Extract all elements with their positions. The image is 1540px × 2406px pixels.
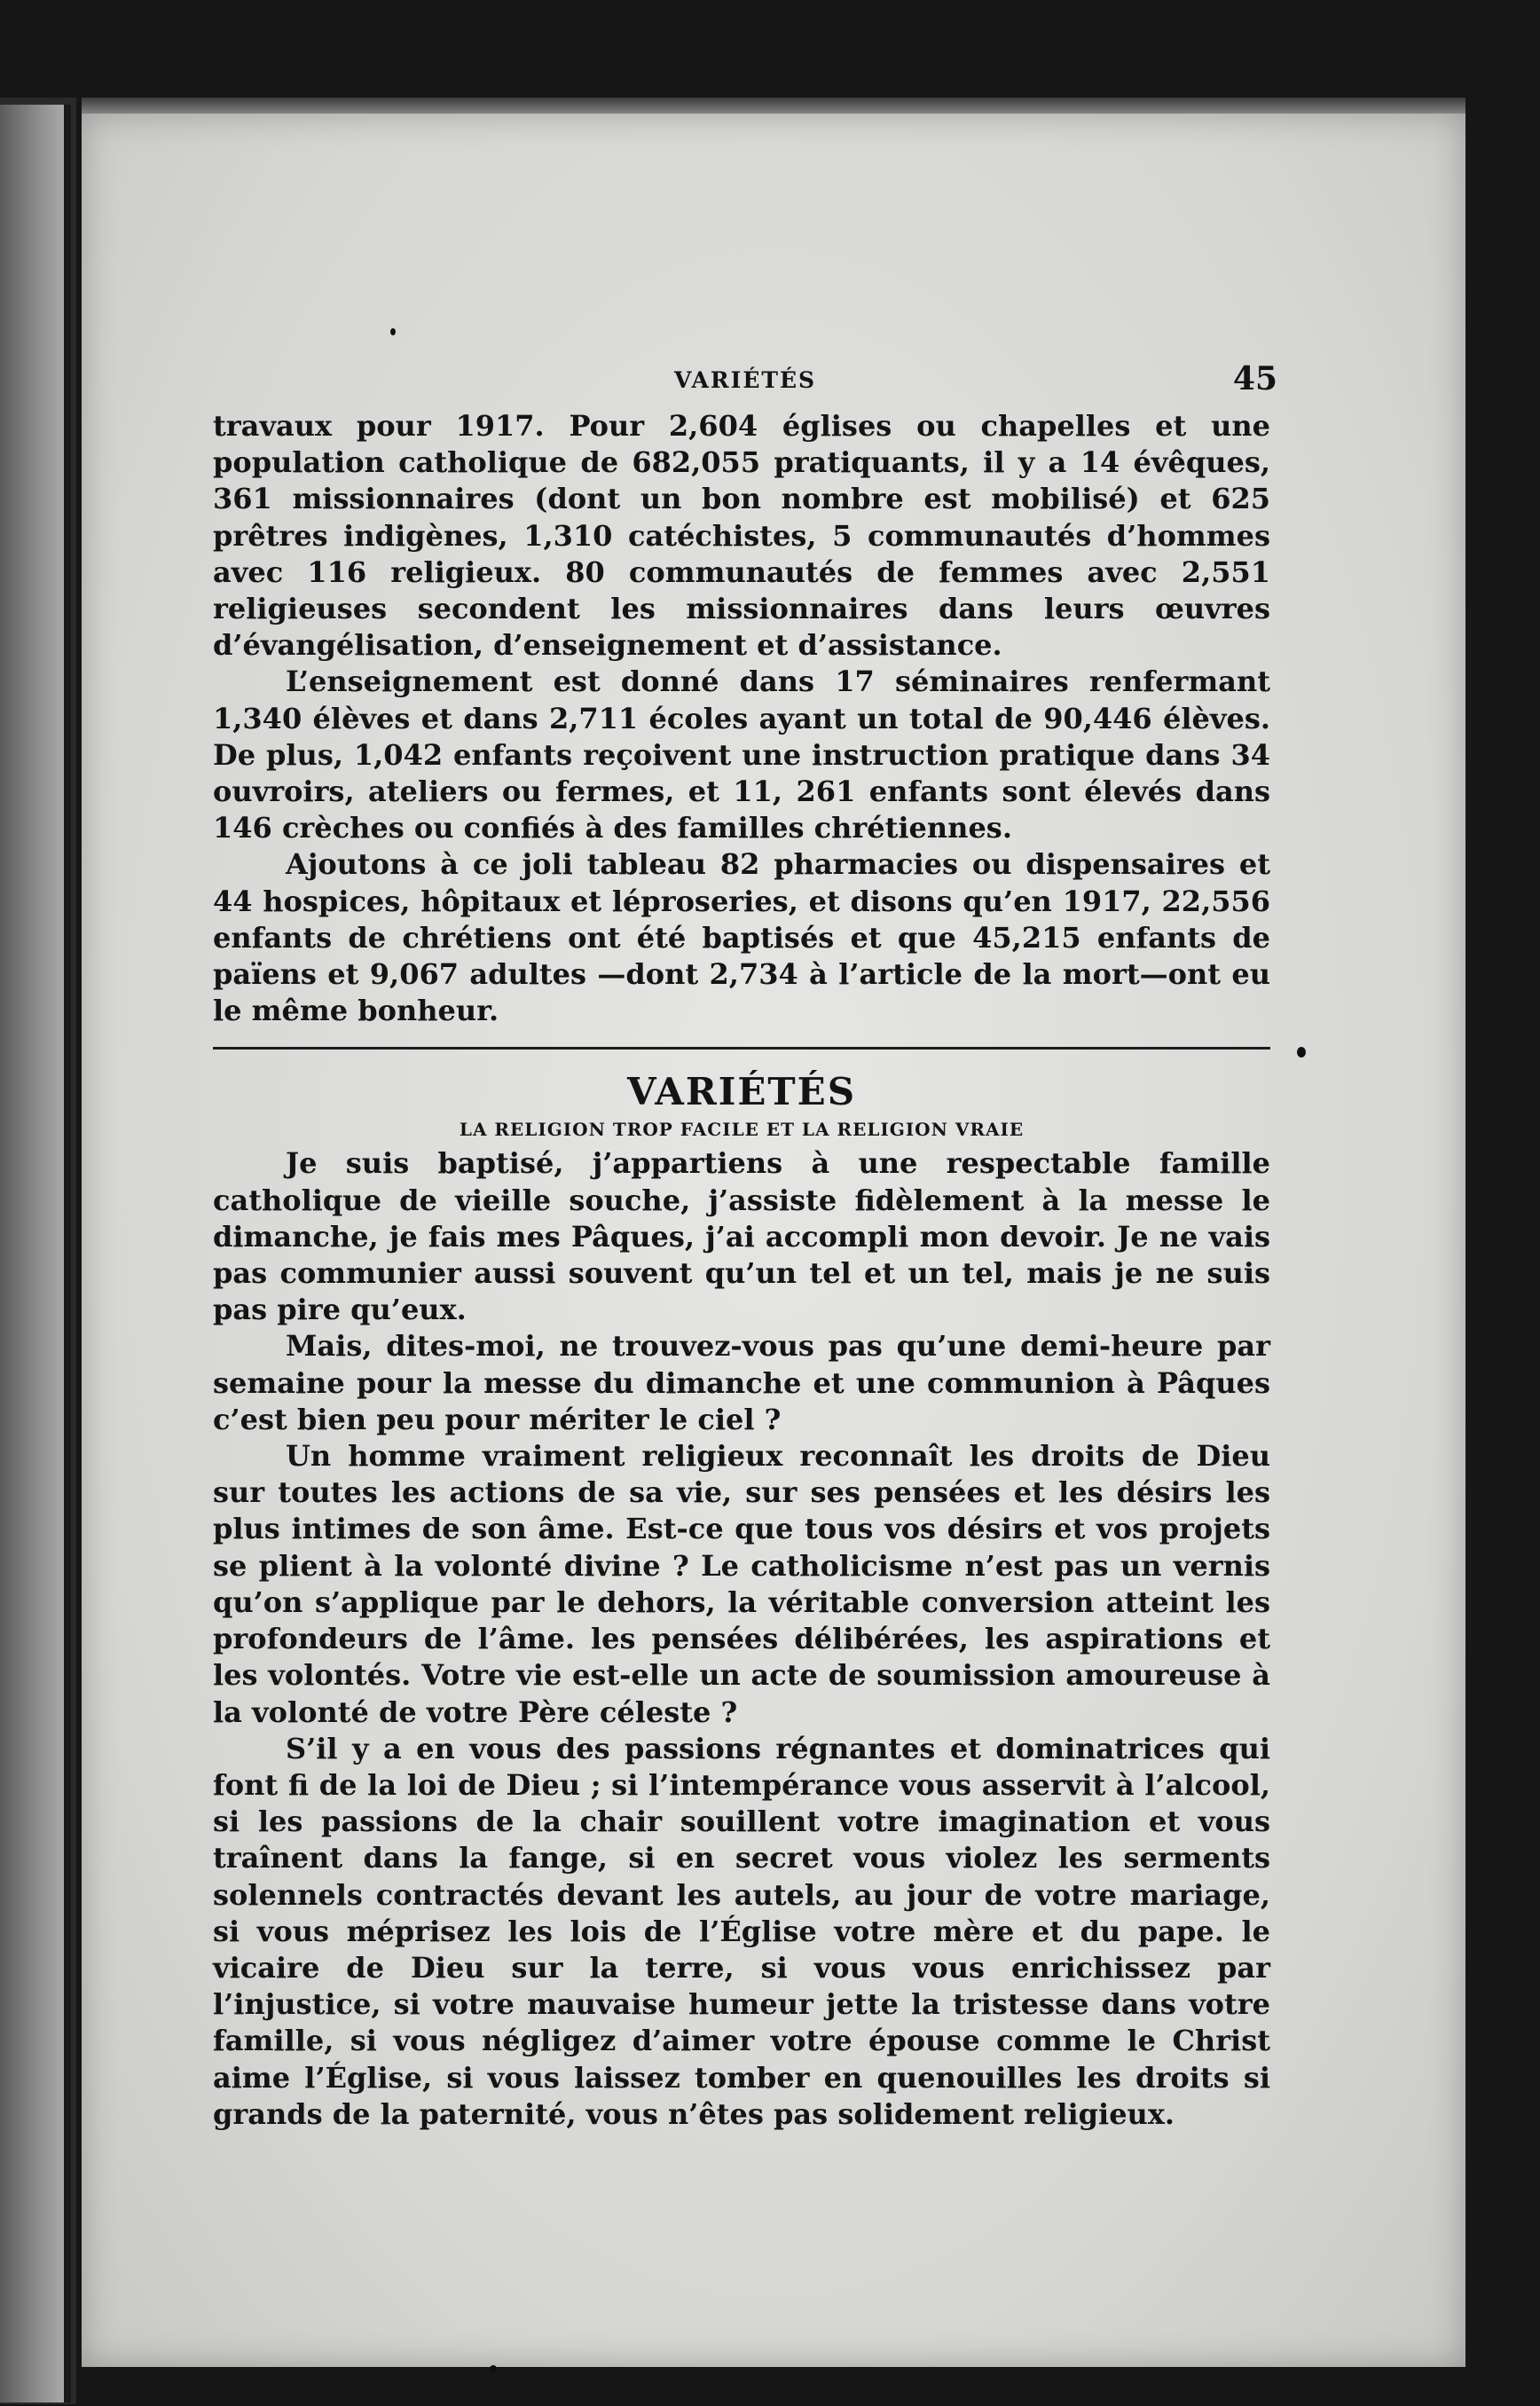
paragraph: Mais, dites-moi, ne trouvez-vous pas qu’une demi-heure par semaine pour la messe du dimanche et une communion à Pâques c’est bien peu pour mériter le ciel ? bbox=[213, 1329, 1270, 1436]
dust-speck bbox=[490, 2365, 497, 2372]
section-title: VARIÉTÉS bbox=[626, 1070, 857, 1114]
paragraph: L’enseignement est donné dans 17 séminaires renfermant 1,340 élèves et dans 2,711 écoles ayant un total de 90,446 élèves. De plus, 1,042 enfants reçoivent une instruction pratique dans 34 ouvroirs, ateliers ou fermes, et 11, 261 enfants sont élevés dans 146 crèches ou confiés à des familles chrétiennes. bbox=[213, 664, 1270, 845]
dust-speck bbox=[1297, 1047, 1306, 1058]
page-number: 45 bbox=[1232, 360, 1277, 397]
section-divider bbox=[213, 1047, 1270, 1050]
paragraph: S’il y a en vous des passions régnantes et dominatrices qui font fi de la loi de Dieu ; si l’intempérance vous asservit à l’alcool, si les passions de la chair souillent votre imagination et vous traînent dans la fange, si en secret vous violez les serments solennels contractés devant les autels, au jour de votre mariage, si vous méprisez les lois de l’Église votre mère et du pape. le vicaire de Dieu sur la terre, si vous vous enrichissez par l’injustice, si votre mauvaise humeur jette la tristesse dans votre famille, si vous négligez d’aimer votre épouse comme le Christ aime l’Église, si vous laissez tomber en quenouilles les droits si grands de la paternité, vous n’êtes pas solidement religieux. bbox=[213, 1731, 1270, 2131]
section-subtitle: LA RELIGION TROP FACILE ET LA RELIGION VRAIE bbox=[459, 1119, 1025, 1141]
text-block bbox=[213, 355, 1277, 2133]
running-title: VARIÉTÉS bbox=[674, 367, 817, 393]
paragraph: Ajoutons à ce joli tableau 82 pharmacies ou dispensaires et 44 hospices, hôpitaux et léproseries, et disons qu’en 1917, 22,556 enfants de chrétiens ont été baptisés et que 45,215 enfants de païens et 9,067 adultes —dont 2,734 à l’article de la mort—ont eu le même bonheur. bbox=[213, 847, 1270, 1028]
dust-speck bbox=[390, 328, 396, 335]
running-head bbox=[213, 355, 1277, 408]
paragraph: Un homme vraiment religieux reconnaît les droits de Dieu sur toutes les actions de sa vie, sur ses pensées et les désirs les plus intimes de son âme. Est-ce que tous vos désirs et vos projets se plient à la volonté divine ? Le catholicisme n’est pas un vernis qu’on s’applique par le dehors, la véritable conversion atteint les profondeurs de l’âme. les pensées délibérées, les aspirations et les volontés. Votre vie est-elle un acte de soumission amoureuse à la volonté de votre Père céleste ? bbox=[213, 1439, 1270, 1729]
facing-page-edge bbox=[0, 105, 71, 2402]
paragraph-continued: travaux pour 1917. Pour 2,604 églises ou chapelles et une population catholique de 682,055 pratiquants, il y a 14 évêques, 361 missionnaires (dont un bon nombre est mobilisé) et 625 prêtres indigènes, 1,310 catéchistes, 5 communautés d’hommes avec 116 religieux. 80 communautés de femmes avec 2,551 religieuses secondent les missionnaires dans leurs œuvres d’évangélisation, d’enseignement et d’assistance. bbox=[213, 409, 1270, 663]
paragraph: Je suis baptisé, j’appartiens à une respectable famille catholique de vieille souche, j’assiste fidèlement à la messe le dimanche, je fais mes Pâques, j’ai accompli mon devoir. Je ne vais pas communier aussi souvent qu’un tel et un tel, mais je ne suis pas pire qu’eux. bbox=[213, 1146, 1270, 1327]
